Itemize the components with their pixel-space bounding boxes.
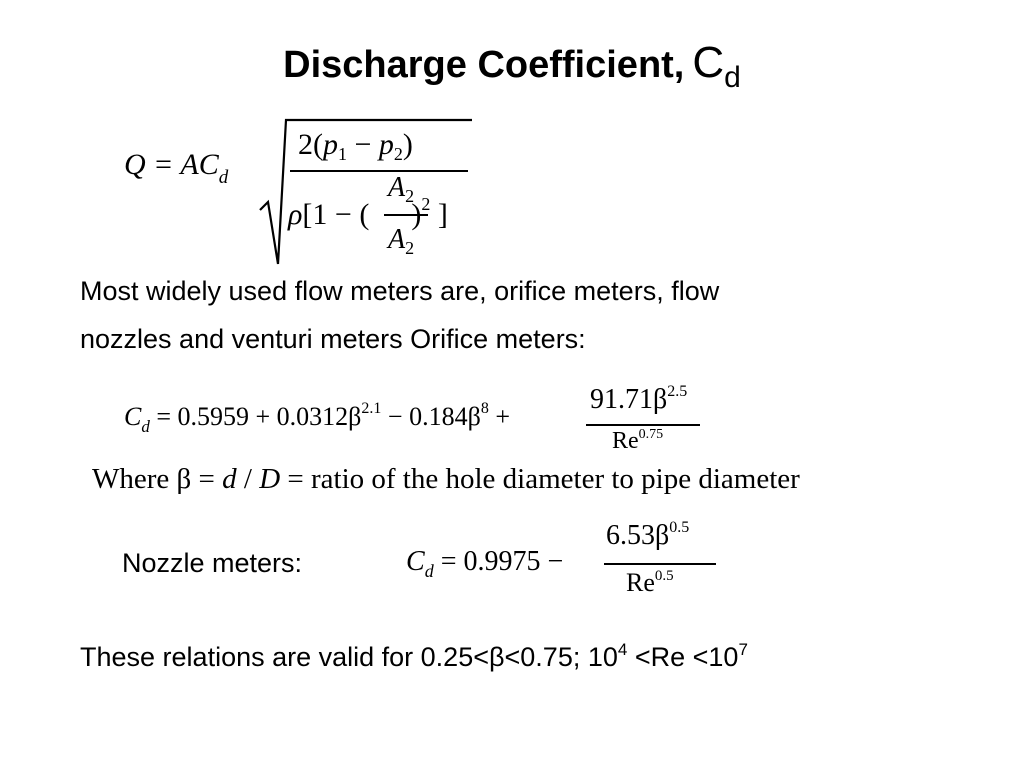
beta-definition xyxy=(92,463,800,496)
eq2-exp2: 8 xyxy=(480,400,489,417)
eq1-num-sub2: 2 xyxy=(393,144,403,164)
page-title xyxy=(0,38,1024,95)
eq1-lhs-text: Q = AC xyxy=(124,148,219,181)
where-suffix: = ratio of the hole diameter to pipe diameter xyxy=(280,463,800,495)
eq2-frac-num-exp: 2.5 xyxy=(667,383,688,400)
eq2-exp1: 2.1 xyxy=(361,400,382,417)
eq3-fraction-numerator xyxy=(606,520,689,552)
eq3-nozzle-formula xyxy=(406,546,563,582)
eq2-fraction-numerator xyxy=(590,384,687,416)
eq2-frac-num-text: 91.71β xyxy=(590,384,668,415)
where-prefix: Where β = xyxy=(92,463,223,495)
eq1-num-open: 2( xyxy=(298,128,323,161)
eq1-lhs-sub: d xyxy=(218,167,229,188)
eq1-den-open: [1 − ( xyxy=(302,198,370,231)
validity-exp2: 7 xyxy=(738,640,748,659)
eq2-fraction-denominator xyxy=(612,428,663,455)
eq1-num-minus: − xyxy=(347,128,379,161)
eq1-fraction-line xyxy=(290,170,468,172)
eq1-den-end: ] xyxy=(430,198,448,231)
eq1-den-exp: 2 xyxy=(421,194,431,214)
eq3-frac-num-text: 6.53β xyxy=(606,520,670,551)
eq3-lhs-sub: d xyxy=(424,561,434,581)
eq1-a-top-sub: 2 xyxy=(405,186,415,206)
paragraph-line-2: nozzles and venturi meters Orifice meters: xyxy=(80,324,586,354)
eq1-num-sub1: 1 xyxy=(338,144,347,164)
title-subscript: d xyxy=(724,61,741,94)
eq1-a-top: A xyxy=(388,172,406,203)
eq2-frac-den-text: Re xyxy=(612,428,639,454)
title-text: Discharge Coefficient, xyxy=(283,44,685,86)
eq2-frac-den-exp: 0.75 xyxy=(638,427,664,442)
validity-exp1: 4 xyxy=(617,640,628,659)
eq2-orifice-formula xyxy=(124,402,510,437)
eq1-num-close: ) xyxy=(402,128,413,161)
eq3-frac-num-exp: 0.5 xyxy=(669,519,690,536)
eq2-part2: − 0.184β xyxy=(381,402,481,431)
eq1-num-p2: p xyxy=(378,128,394,161)
validity-text2: <Re <10 xyxy=(627,642,739,672)
eq2-part3: + xyxy=(488,402,510,431)
eq3-frac-den-text: Re xyxy=(626,568,655,597)
eq1-den-rho: ρ xyxy=(288,198,303,231)
eq3-frac-den-exp: 0.5 xyxy=(654,568,674,584)
eq1-inner-numerator xyxy=(388,172,414,207)
paragraph-line-1: Most widely used flow meters are, orifice meters, flow xyxy=(80,276,720,306)
title-symbol: C xyxy=(692,38,725,87)
eq1-inner-denominator xyxy=(388,224,414,259)
nozzle-label: Nozzle meters: xyxy=(122,548,303,578)
eq1-inner-fraction-line xyxy=(384,214,428,216)
validity-statement xyxy=(80,642,748,673)
eq2-part1: = 0.5959 + 0.0312β xyxy=(149,402,362,431)
eq3-lhs: C xyxy=(406,546,425,577)
eq3-fraction-denominator xyxy=(626,568,674,598)
eq2-fraction-line xyxy=(586,424,700,426)
eq3-fraction-line xyxy=(604,563,716,565)
eq2-lhs: C xyxy=(124,402,142,431)
where-d: d xyxy=(222,463,237,495)
where-slash: / xyxy=(236,463,260,495)
eq1-a-bot: A xyxy=(388,224,406,255)
eq1-a-bot-sub: 2 xyxy=(405,238,415,258)
validity-text1: These relations are valid for 0.25<β<0.75; 10 xyxy=(80,642,618,672)
eq3-rhs: = 0.9975 − xyxy=(433,546,564,577)
eq1-lhs xyxy=(124,148,228,189)
eq1-numerator xyxy=(298,128,413,165)
eq2-lhs-sub: d xyxy=(141,417,150,436)
eq1-num-p1: p xyxy=(323,128,338,161)
where-D: D xyxy=(259,463,281,495)
